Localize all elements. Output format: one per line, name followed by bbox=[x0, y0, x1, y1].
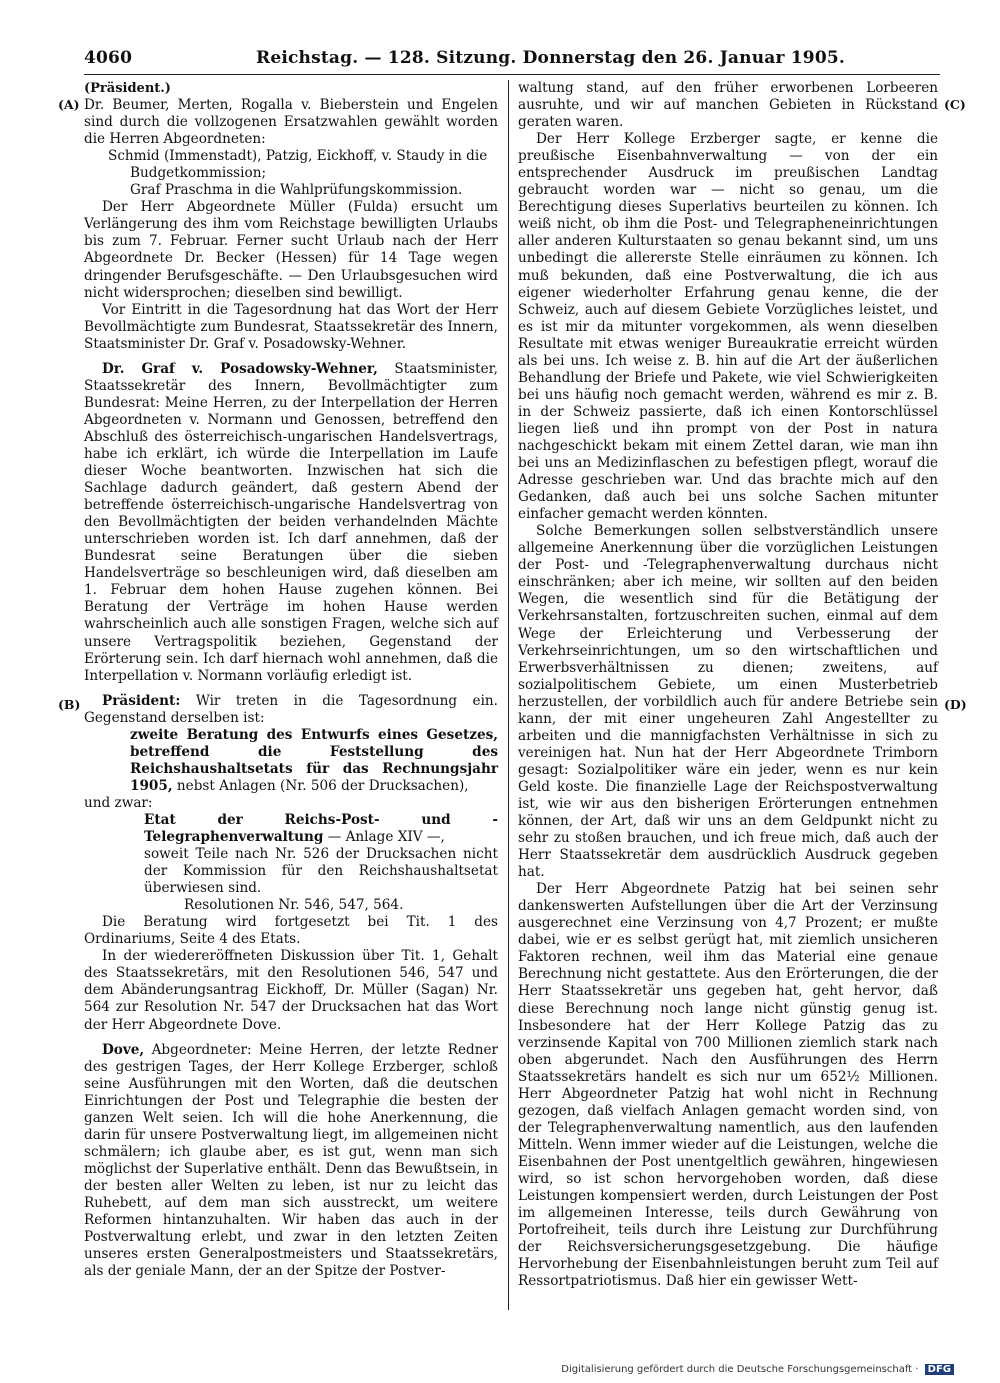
paragraph: Der Herr Abgeordnete Müller (Fulda) ersucht um Verlängerung des ihm vom Reichstage bewilligten Urlaubs bis zum 7. Februar. Ferner sucht Urlaub nach der Herr Abgeordnete Dr. Becker (Hessen) für 14 Tage wegen dringender Berufsgeschäfte. — Den Urlaubsgesuchen wird nicht widersprochen; dieselben sind bewilligt. bbox=[84, 199, 498, 301]
paragraph: Vor Eintritt in die Tagesordnung hat das Wort der Herr Bevollmächtigte zum Bundesrat, Staatssekretär des Innern, Staatsminister Dr. Graf v. Posadowsky-Wehner. bbox=[84, 301, 498, 352]
agenda-item bbox=[84, 727, 498, 795]
paragraph: In der wiedereröffneten Diskussion über Tit. 1, Gehalt des Staatssekretärs, mit den Resolutionen 546, 547 und dem Abänderungsantrag Eickhoff, Dr. Müller (Sagan) Nr. 564 zur Resolution Nr. 547 der Drucksachen hat das Wort der Herr Abgeordnete Dove. bbox=[84, 948, 498, 1033]
paragraph: Der Herr Abgeordnete Patzig hat bei seinen sehr dankenswerten Aufstellungen über die Art der Verzinsung ausgerechnet eine Verzinsung von 4,7 Prozent; er mußte dabei, wie er es selbst gerügt hat, mit ziemlich unsicheren Faktoren rechnen, weil ihm das Material eine genaue Berechnung nicht gestattete. Aus den Erörterungen, die der Herr Staatssekretär uns gegeben hat, geht hervor, daß diese Berechnung noch lange nicht günstig genug ist. Insbesondere hat der Herr Kollege Patzig das zu verzinsende Kapital von 700 Millionen ziemlich stark nach oben abgerundet. Nach den Ausführungen des Herrn Staatssekretärs handelt es sich nur um 652½ Millionen. Herr Abgeordneter Patzig hat wohl nicht in Rechnung gezogen, daß vielfach Anlagen gemacht worden sind, von der Telegraphenverwaltung namentlich, aus den laufenden Mitteln. Wenn immer wieder auf die Leistungen, welche die Eisenbahnen der Post unentgeltlich gewähren, hingewiesen wird, so ist schon hervorgehoben worden, daß diese Leistungen kompensiert werden, durch Leistungen der Post im allgemeinen Interesse, teils durch Gewährung von Portofreiheit, teils durch ihre Leistung zur Durchführung der Reichsversicherungsgesetzgebung. Die häufige Hervorhebung der Eisenbahnleistungen beruht zum Teil auf Ressortpatriotismus. Daß hier ein gewisser Wett- bbox=[518, 881, 938, 1290]
speech-text: Abgeordneter: Meine Herren, der letzte Redner des gestrigen Tages, der Herr Kollege Erzberger, schloß seine Ausführungen mit den Worten, daß die deutschen Einrichtungen der Post und Telegraphie die besten der ganzen Welt seien. Ich will die hohe Anerkennung, die darin für unsere Postverwaltung liegt, im allgemeinen nicht schmälern; ich glaube aber, es ist gut, wenn man sich möglichst der Superlative enthält. Denn das Bewußtsein, in der besten aller Welten zu leben, ist nur zu leicht das Ruhebett, auf dem man sich ausstreckt, um weitere Reformen hintanzuhalten. Wir haben das auch in der Postverwaltung erlebt, und zwar in den letzten Zeiten unseres ersten Generalpostmeisters und Staatssekretärs, als der geniale Mann, der an der Spitze der Postver- bbox=[84, 1041, 498, 1280]
paragraph: Graf Praschma in die Wahlprüfungskommission. bbox=[130, 182, 463, 199]
paragraph: Die Beratung wird fortgesetzt bei Tit. 1 des Ordinariums, Seite 4 des Etats. bbox=[84, 914, 498, 948]
agenda-rest: nebst Anlagen (Nr. 506 der Drucksachen), bbox=[176, 777, 469, 794]
speech-posadowsky bbox=[84, 361, 498, 685]
speaker-name: Präsident: bbox=[102, 692, 181, 709]
margin-mark-b: (B) bbox=[58, 697, 81, 712]
margin-mark-a: (A) bbox=[58, 97, 80, 112]
speech-text: Wir treten in die Tagesordnung ein. Gegenstand derselben ist: bbox=[84, 692, 498, 726]
margin-mark-d: (D) bbox=[944, 697, 967, 712]
etat-title: Etat der Reichs-Post- und -Telegraphenverwaltung bbox=[144, 811, 498, 846]
column-divider bbox=[508, 80, 509, 1310]
paragraph: Dr. Beumer, Merten, Rogalla v. Bieberstein und Engelen sind durch die vollzogenen Ersatzwahlen gewählt worden die Herren Abgeordneten: bbox=[84, 97, 498, 148]
running-title: Reichstag. — 128. Sitzung. Donnerstag den 26. Januar 1905. bbox=[256, 48, 845, 68]
speaker-name: Dove, bbox=[102, 1041, 145, 1058]
agenda-title: zweite Beratung des Entwurfs eines Gesetzes, betreffend die Feststellung des Reichshaushaltsetats für das Rechnungsjahr 1905, bbox=[130, 726, 498, 794]
paragraph: und zwar: bbox=[84, 794, 153, 811]
paragraph: Der Herr Kollege Erzberger sagte, er kenne die preußische Eisenbahnverwaltung — von der ein entsprechender Ausdruck im preußischen Landtag gebraucht worden war — nicht so genau, um die Berechtigung dieses Superlativs beurteilen zu können. Ich weiß nicht, ob ihm die Post- und Telegrapheneinrichtungen aller anderen Kulturstaaten so genau bekannt sind, um uns unbedingt die allererste Stelle einräumen zu können. Ich muß bekunden, daß eine Postverwaltung, die ich aus eigener wiederholter Erfahrung genau kenne, die der Schweiz, auch auf diesem Gebiete Vorzügliches leistet, und es ist mir da mitunter vorgekommen, als wenn dieselben Resultate mit etwas weniger Bureaukratie erreicht würden als bei uns. Ich weise z. B. hin auf die Art der äußerlichen Behandlung der Briefe und Pakete, wie viel Schwierigkeiten bei uns häufig noch gemacht werden, während es mir z. B. in der Schweiz passierte, daß ich einen Kontorschlüssel liegen ließ und ihn prompt von der Post in natura nachgeschickt bekam mit einem Zettel daran, wie man ihn bei uns an Medizinflaschen zu befestigen pflegt, worauf die Adresse geschrieben war. Und das brachte mich auf den Gedanken, daß auch bei uns solche Sachen mitunter einfacher gemacht werden könnten. bbox=[518, 131, 938, 523]
speech-text: Staatsminister, Staatssekretär des Innern, Bevollmächtigter zum Bundesrat: Meine Herren, zu der Interpellation der Herren Abgeordneten v. Normann und Genossen, betreffend den Abschluß des österreichisch-ungarischen Handelsvertrags, habe ich erklärt, ich würde die Interpellation im Laufe dieser Woche beantworten. Inzwischen hat sich die Sachlage dadurch geändert, daß gestern Abend der betreffende österreichisch-ungarische Handelsvertrag von den Bevollmächtigten der beiden verhandelnden Mächte unterschrieben worden ist. Ich darf annehmen, daß der Bundesrat seine Beratungen über die sieben Handelsverträge so beschleunigen wird, daß dieselben am 1. Februar dem hohen Hause zugehen können. Bei Beratung der Verträge im hohen Hause werden wahrscheinlich auch alle sonstigen Fragen, welche sich auf unsere Vertragspolitik beziehen, Gegenstand der Erörterung sein. Ich darf hiernach wohl annehmen, daß die Interpellation v. Normann vorläufig erledigt ist. bbox=[84, 360, 498, 684]
left-column bbox=[84, 80, 498, 1280]
speaker-name: Dr. Graf v. Posadowsky-Wehner, bbox=[102, 360, 378, 377]
header-rule bbox=[84, 74, 940, 75]
dfg-logo: DFG bbox=[925, 1364, 954, 1375]
paragraph: waltung stand, auf den früher erworbenen Lorbeeren ausruhte, und wir auf manchen Gebieten in Rückstand geraten waren. bbox=[518, 80, 938, 131]
page-number: 4060 bbox=[84, 48, 133, 68]
paragraph: soweit Teile nach Nr. 526 der Drucksachen nicht der Kommission für den Reichshaushaltsetat überwiesen sind. bbox=[144, 846, 498, 897]
right-column bbox=[518, 80, 938, 1290]
etat-item bbox=[84, 812, 498, 846]
speech-praesident bbox=[84, 693, 498, 727]
footer-text: Digitalisierung gefördert durch die Deutsche Forschungsgemeinschaft bbox=[561, 1364, 913, 1375]
resolutionen: Resolutionen Nr. 546, 547, 564. bbox=[184, 897, 404, 914]
margin-mark-c: (C) bbox=[944, 97, 966, 112]
running-header bbox=[84, 48, 940, 74]
paragraph: Schmid (Immenstadt), Patzig, Eickhoff, v. Staudy in die Budgetkommission; bbox=[108, 148, 488, 182]
paragraph: Solche Bemerkungen sollen selbstverständlich unsere allgemeine Anerkennung über die vorzüglichen Leistungen der Post- und -Telegraphenverwaltung durchaus nicht einschränken; aber ich meine, wir sollten auf den beiden Wegen, die wesentlich sind für die Betätigung der Verkehrsanstalten, fortzuschreiten suchen, einmal auf dem Wege der Erleichterung und Verbesserung der Verkehrseinrichtungen, um so den wirtschaftlichen und Erwerbsverhältnissen zu dienen; zweitens, auf sozialpolitischem Gebiete, um einen Musterbetrieb herzustellen, der vorbildlich auch für andere Betriebe sein kann, der mit einer ungeheuren Zahl Angestellter zu arbeiten und die mannigfachsten Verhältnisse in sich zu vereinigen hat. Nun hat der Herr Abgeordnete Trimborn gesagt: Sozialpolitiker wäre ein jeder, wenn es nur kein Geld koste. Die finanzielle Lage der Reichspostverwaltung ist, wie wir aus den bisherigen Erörterungen entnehmen können, der Art, daß wir uns an dem Geldpunkt nicht zu sehr zu stoßen brauchen, und ich freue mich, daß auch der Herr Staatssekretär dem ausdrücklich Ausdruck gegeben hat. bbox=[518, 523, 938, 881]
speech-dove bbox=[84, 1042, 498, 1281]
footer-credit: Digitalisierung gefördert durch die Deutsche Forschungsgemeinschaft · DFG bbox=[561, 1364, 954, 1375]
praesident-label: (Präsident.) bbox=[84, 81, 171, 96]
etat-rest: — Anlage XIV —, bbox=[327, 829, 445, 846]
